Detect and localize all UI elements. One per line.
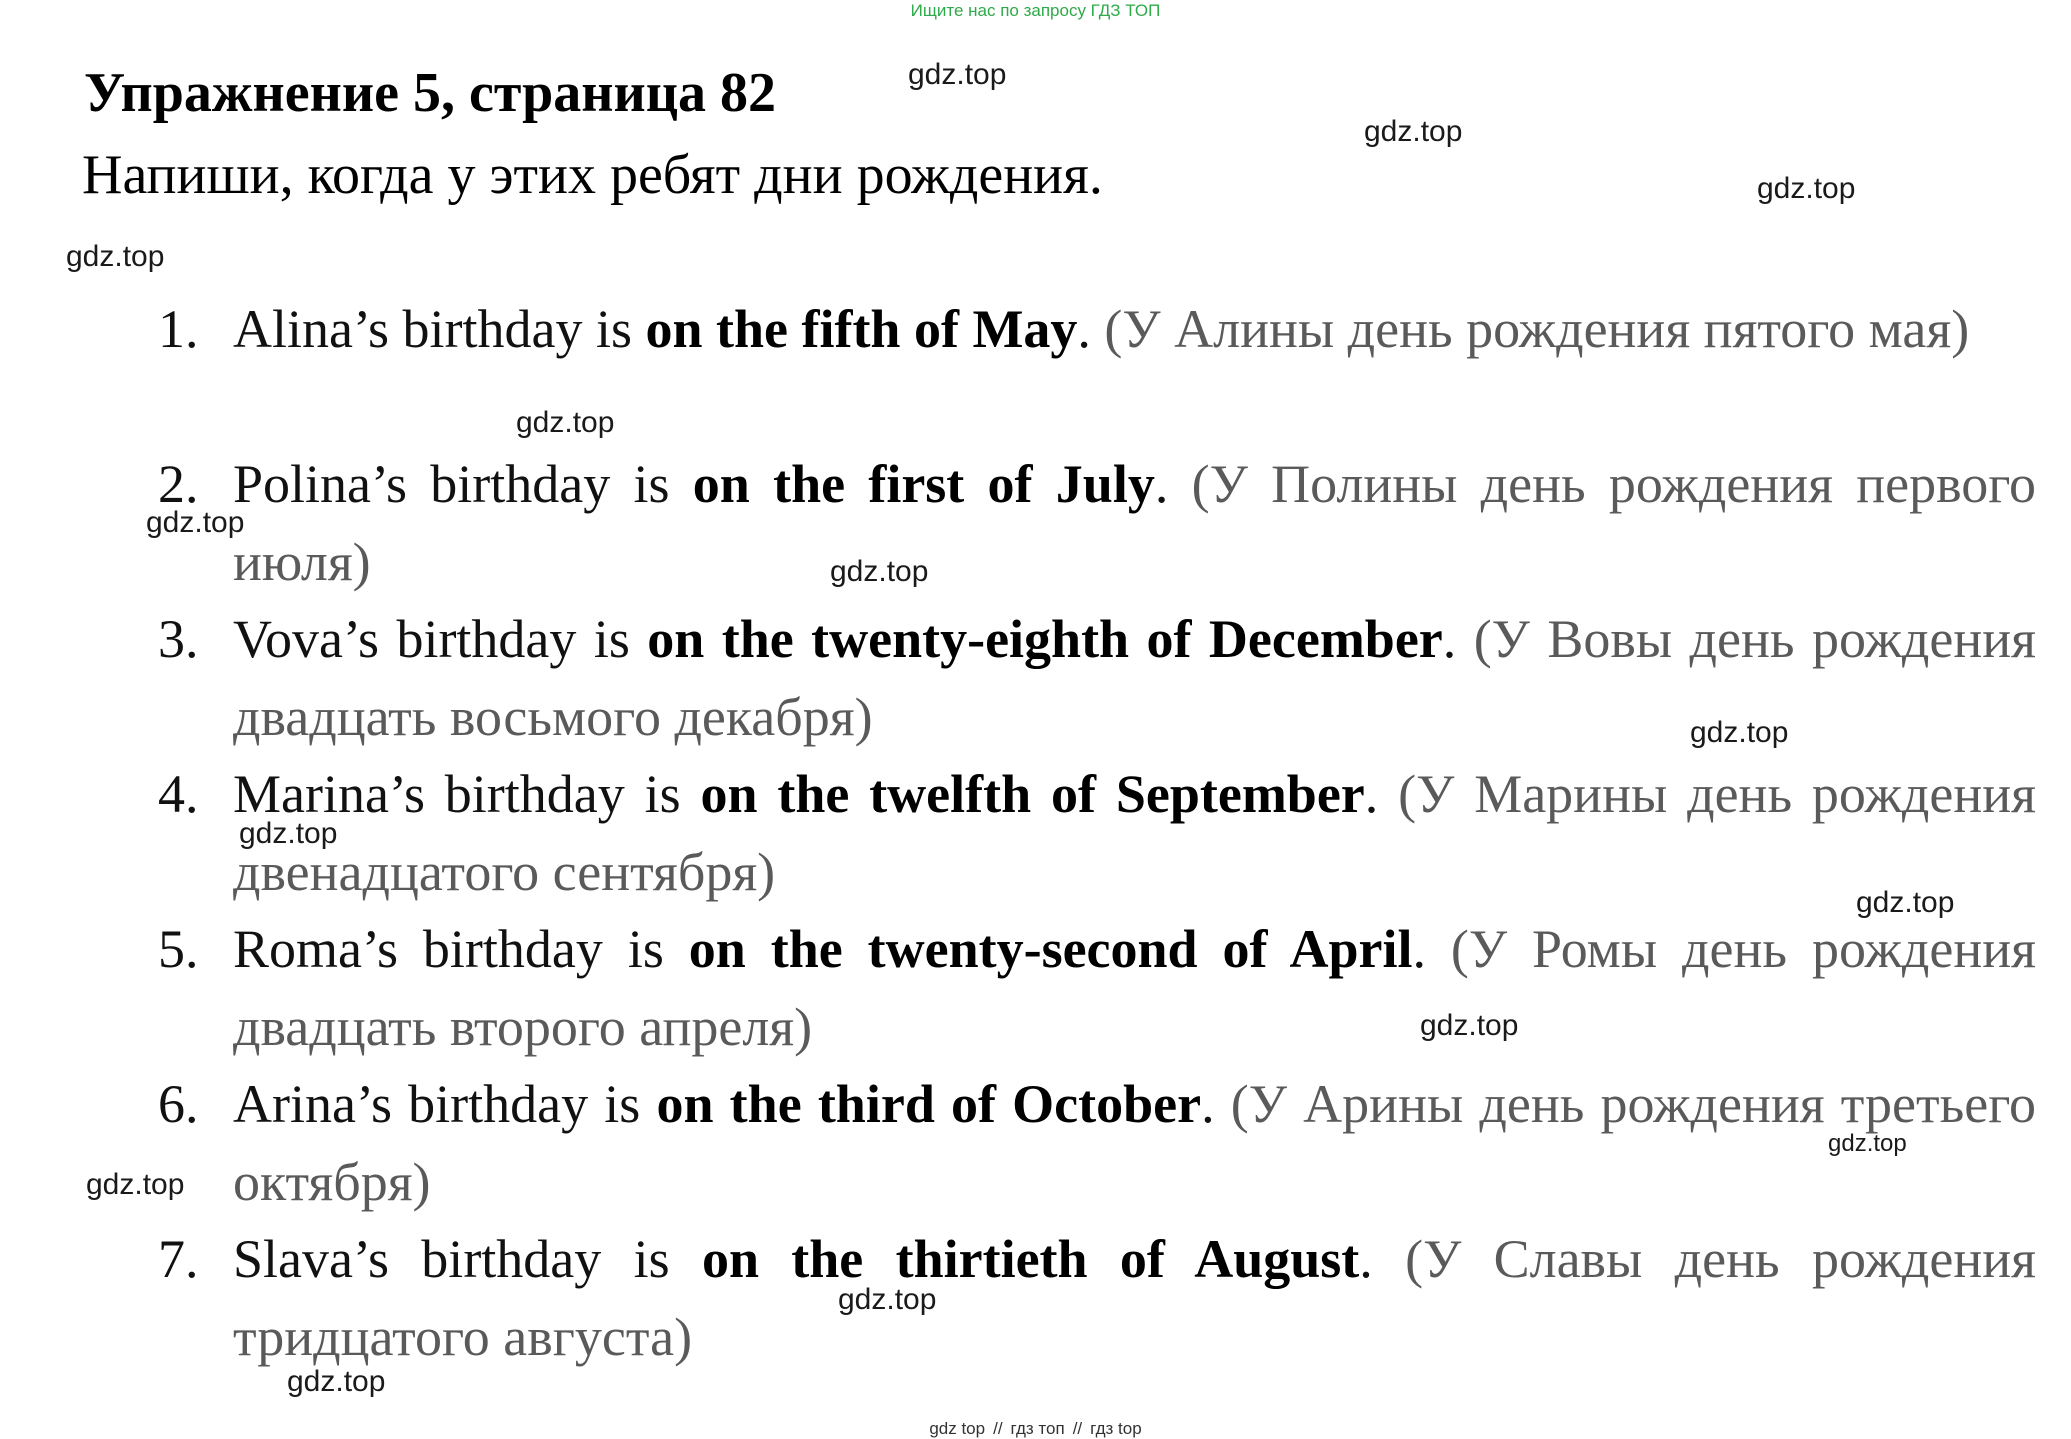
answer-period: . xyxy=(1442,609,1457,669)
answer-number: 1. xyxy=(158,299,199,359)
answer-lead: Roma’s birthday is xyxy=(233,919,689,979)
answer-number: 2. xyxy=(158,454,199,514)
answer-key-phrase: on the fifth of May xyxy=(645,299,1078,359)
watermark: gdz.top xyxy=(908,58,1007,91)
watermark: gdz.top xyxy=(239,817,338,850)
answer-period: . xyxy=(1201,1074,1215,1134)
watermark: gdz.top xyxy=(1420,1009,1519,1042)
answer-lead: Arina’s birthday is xyxy=(233,1074,657,1134)
answer-key-phrase: on the third of October xyxy=(656,1074,1202,1134)
answer-number: 3. xyxy=(158,609,199,669)
answer-period: . xyxy=(1364,764,1379,824)
watermark: gdz.top xyxy=(146,506,245,539)
task-instruction: Напиши, когда у этих ребят дни рождения. xyxy=(82,144,1103,206)
answer-lead: Alina’s birthday is xyxy=(233,299,646,359)
answer-text xyxy=(233,1065,2036,1221)
watermark: gdz.top xyxy=(66,240,165,273)
answer-number: 4. xyxy=(158,764,199,824)
answer-key-phrase: on the thirtieth of August xyxy=(701,1229,1360,1289)
footer-separator: // xyxy=(993,1419,1003,1438)
watermark: gdz.top xyxy=(1364,115,1463,148)
watermark: gdz.top xyxy=(1856,886,1955,919)
answer-lead: Marina’s birthday is xyxy=(233,764,701,824)
answer-period: . xyxy=(1359,1229,1373,1289)
answer-translation: (У Алины день рождения пятого мая) xyxy=(1090,299,1970,359)
watermark: gdz.top xyxy=(1828,1130,1907,1157)
answer-item-6 xyxy=(0,1065,2071,1220)
watermark: gdz.top xyxy=(1690,716,1789,749)
answer-translation: (У Полины день рождения первого июля) xyxy=(233,454,2036,592)
footer-link[interactable]: гдз топ xyxy=(1010,1419,1065,1438)
answer-text xyxy=(233,1220,2036,1376)
footer-links xyxy=(0,1419,2071,1439)
footer-link[interactable]: gdz top xyxy=(929,1419,986,1438)
top-banner: Ищите нас по запросу ГДЗ ТОП xyxy=(910,1,1161,20)
answer-period: . xyxy=(1154,454,1169,514)
answer-item-1 xyxy=(0,290,2071,445)
answer-translation: (У Марины день рождения двенадцатого сентября) xyxy=(233,764,2036,902)
answer-key-phrase: on the twenty-eighth of December xyxy=(647,609,1443,669)
answer-number: 5. xyxy=(158,919,199,979)
answer-period: . xyxy=(1077,299,1091,359)
answer-key-phrase: on the first of July xyxy=(692,454,1155,514)
answer-item-2 xyxy=(0,445,2071,600)
answer-key-phrase: on the twenty-second of April xyxy=(688,919,1413,979)
answer-key-phrase: on the twelfth of September xyxy=(700,764,1365,824)
answer-number: 6. xyxy=(158,1074,199,1134)
answer-translation: (У Славы день рождения тридцатого августа) xyxy=(233,1229,2036,1367)
answer-text xyxy=(233,445,2036,601)
answer-lead: Polina’s birthday is xyxy=(233,454,693,514)
answer-item-5 xyxy=(0,910,2071,1065)
answer-text xyxy=(233,290,2036,368)
watermark: gdz.top xyxy=(287,1365,386,1398)
footer-separator: // xyxy=(1072,1419,1083,1438)
watermark: gdz.top xyxy=(86,1168,185,1201)
answer-period: . xyxy=(1412,919,1426,979)
watermark: gdz.top xyxy=(838,1283,937,1316)
answer-translation: (У Ромы день рождения двадцать второго апреля) xyxy=(233,919,2036,1057)
watermark: gdz.top xyxy=(830,555,929,588)
answer-text xyxy=(233,910,2036,1066)
answer-lead: Vova’s birthday is xyxy=(233,609,648,669)
watermark: gdz.top xyxy=(1757,172,1856,205)
answer-item-7 xyxy=(0,1220,2071,1375)
answer-lead: Slava’s birthday is xyxy=(233,1229,702,1289)
watermark: gdz.top xyxy=(516,406,615,439)
answer-translation: (У Вовы день рождения двадцать восьмого декабря) xyxy=(233,609,2036,747)
page-title: Упражнение 5, страница 82 xyxy=(84,62,777,124)
footer-link[interactable]: гдз top xyxy=(1090,1419,1142,1438)
answer-translation: (У Арины день рождения третьего октября) xyxy=(233,1074,2036,1212)
answer-text xyxy=(233,755,2036,911)
answer-number: 7. xyxy=(158,1229,199,1289)
